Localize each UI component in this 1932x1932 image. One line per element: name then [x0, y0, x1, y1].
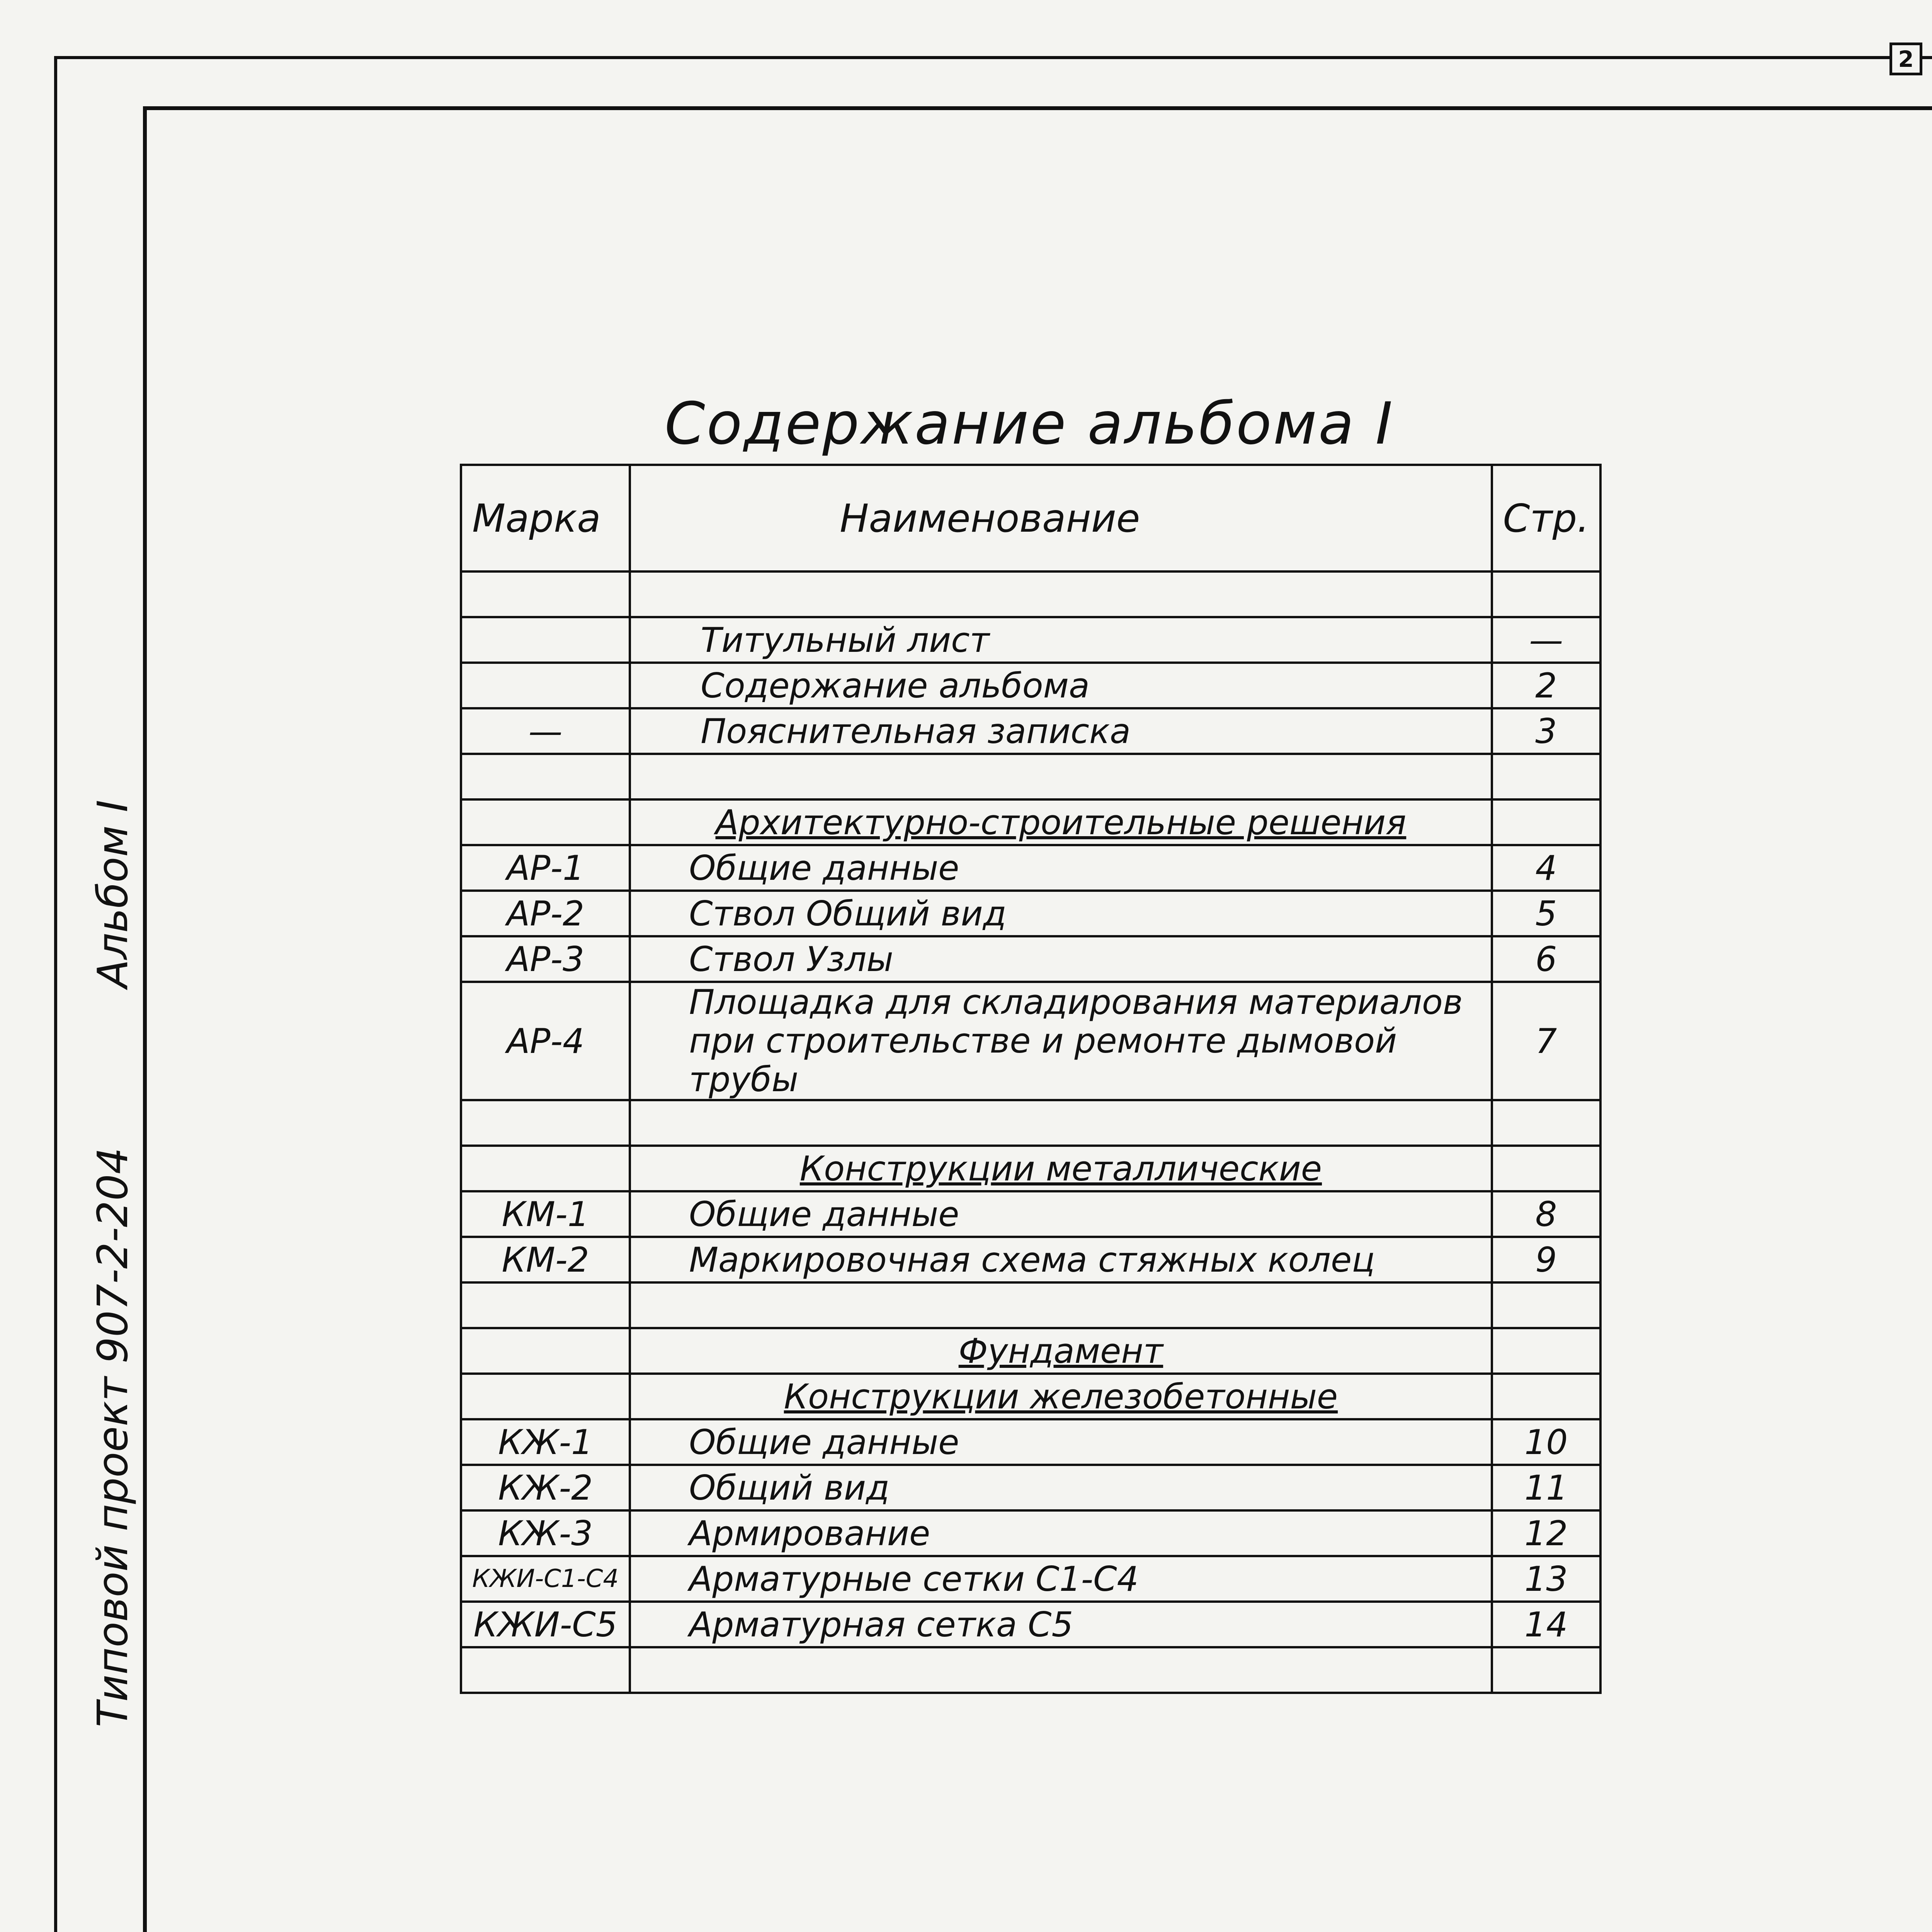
row-page [1492, 754, 1600, 799]
document-title: Содержание альбома I [665, 390, 1394, 457]
row-name [630, 1647, 1492, 1693]
row-page [1492, 1100, 1600, 1146]
row-mark [461, 1374, 630, 1419]
contents-row [461, 708, 1600, 754]
row-mark [461, 754, 630, 799]
row-mark [461, 663, 630, 708]
contents-row [461, 1374, 1600, 1419]
row-name: Ствол Общий вид [630, 891, 1492, 936]
row-name: Армирование [630, 1510, 1492, 1556]
row-mark: АР-1 [461, 845, 630, 891]
row-page [1492, 571, 1600, 617]
row-mark: — [461, 708, 630, 754]
row-name: Площадка для складирования материалов при строительстве и ремонте дымовой трубы [630, 982, 1492, 1100]
row-name: Фундамент [630, 1328, 1492, 1374]
row-mark [461, 571, 630, 617]
row-name: Общие данные [630, 845, 1492, 891]
row-page [1492, 1647, 1600, 1693]
row-name: Конструкции железобетонные [630, 1374, 1492, 1419]
row-page: 7 [1492, 982, 1600, 1100]
contents-row [461, 754, 1600, 799]
contents-row [461, 1146, 1600, 1191]
row-mark [461, 1647, 630, 1693]
contents-row [461, 845, 1600, 891]
row-mark [461, 1328, 630, 1374]
row-name: Арматурные сетки С1-С4 [630, 1556, 1492, 1602]
row-page: 12 [1492, 1510, 1600, 1556]
row-mark [461, 1100, 630, 1146]
row-page: 4 [1492, 845, 1600, 891]
row-page: 5 [1492, 891, 1600, 936]
contents-row [461, 1237, 1600, 1282]
contents-row [461, 571, 1600, 617]
row-name: Пояснительная записка [630, 708, 1492, 754]
row-page: 9 [1492, 1237, 1600, 1282]
row-page: 2 [1492, 663, 1600, 708]
row-mark: КМ-1 [461, 1191, 630, 1237]
row-mark [461, 1146, 630, 1191]
contents-row [461, 1465, 1600, 1510]
row-mark: КЖ-3 [461, 1510, 630, 1556]
contents-row [461, 799, 1600, 845]
row-mark: КЖИ-С1-С4 [461, 1556, 630, 1602]
row-page: 11 [1492, 1465, 1600, 1510]
row-name: Архитектурно-строительные решения [630, 799, 1492, 845]
row-page [1492, 1374, 1600, 1419]
row-mark: АР-2 [461, 891, 630, 936]
header-mark: Марка [461, 465, 630, 571]
row-page: 13 [1492, 1556, 1600, 1602]
margin-project-label: Типовой проект 907-2-204 [89, 1147, 137, 1727]
row-name: Ствол Узлы [630, 936, 1492, 982]
row-name [630, 1100, 1492, 1146]
row-name: Общие данные [630, 1419, 1492, 1465]
page-number: 2 [1889, 43, 1922, 75]
row-page: 10 [1492, 1419, 1600, 1465]
row-page: — [1492, 617, 1600, 663]
row-page: 3 [1492, 708, 1600, 754]
contents-table [460, 464, 1602, 1694]
row-name: Общий вид [630, 1465, 1492, 1510]
row-name [630, 754, 1492, 799]
contents-row [461, 1556, 1600, 1602]
row-page [1492, 799, 1600, 845]
row-mark: КЖ-2 [461, 1465, 630, 1510]
contents-row [461, 1419, 1600, 1465]
row-mark: КЖ-1 [461, 1419, 630, 1465]
row-name: Титульный лист [630, 617, 1492, 663]
row-page: 8 [1492, 1191, 1600, 1237]
contents-row [461, 891, 1600, 936]
contents-row [461, 1602, 1600, 1647]
row-name: Содержание альбома [630, 663, 1492, 708]
contents-row [461, 982, 1600, 1100]
row-page: 14 [1492, 1602, 1600, 1647]
contents-row [461, 1328, 1600, 1374]
contents-row [461, 1191, 1600, 1237]
row-mark [461, 799, 630, 845]
row-name [630, 571, 1492, 617]
row-name [630, 1282, 1492, 1328]
row-mark: АР-3 [461, 936, 630, 982]
contents-row [461, 1510, 1600, 1556]
contents-row [461, 663, 1600, 708]
contents-row [461, 1282, 1600, 1328]
header-page: Стр. [1492, 465, 1600, 571]
row-page: 6 [1492, 936, 1600, 982]
row-mark: КМ-2 [461, 1237, 630, 1282]
margin-album-label: Альбом I [89, 800, 137, 988]
row-page [1492, 1328, 1600, 1374]
row-mark: АР-4 [461, 982, 630, 1100]
header-name: Наименование [630, 465, 1492, 571]
row-mark [461, 617, 630, 663]
row-page [1492, 1146, 1600, 1191]
row-mark: КЖИ-С5 [461, 1602, 630, 1647]
row-name: Конструкции металлические [630, 1146, 1492, 1191]
contents-row [461, 617, 1600, 663]
margin-caption [89, 800, 137, 1727]
contents-header-row [461, 465, 1600, 571]
contents-row [461, 1100, 1600, 1146]
row-name: Общие данные [630, 1191, 1492, 1237]
contents-row [461, 1647, 1600, 1693]
row-name: Арматурная сетка С5 [630, 1602, 1492, 1647]
row-mark [461, 1282, 630, 1328]
row-page [1492, 1282, 1600, 1328]
row-name: Маркировочная схема стяжных колец [630, 1237, 1492, 1282]
contents-row [461, 936, 1600, 982]
